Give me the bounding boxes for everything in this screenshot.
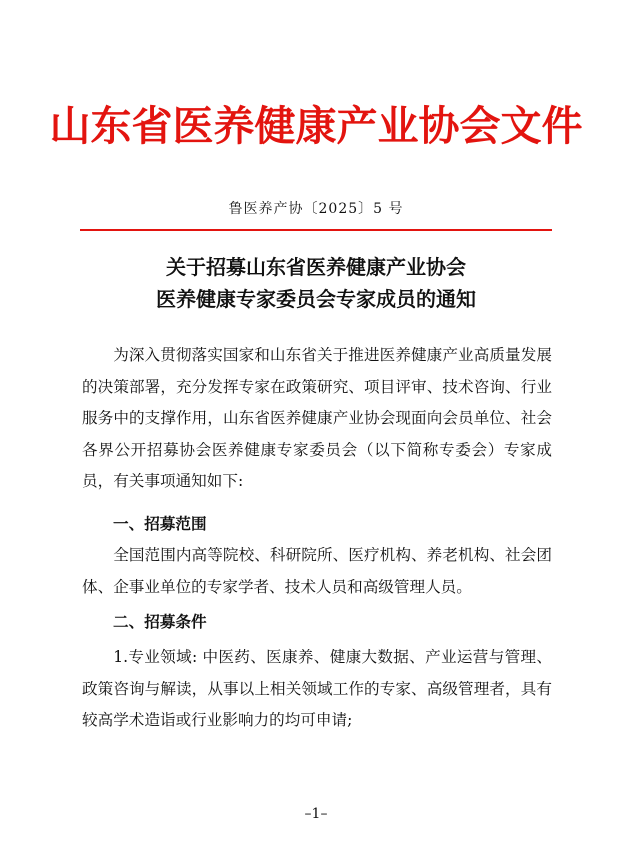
header-divider [80,229,552,231]
notice-title-line-2: 医养健康专家委员会专家成员的通知 [156,287,476,311]
intro-paragraph: 为深入贯彻落实国家和山东省关于推进医养健康产业高质量发展的决策部署，充分发挥专家在政策研究、项目评审、技术咨询、行业服务中的支撑作用，山东省医养健康产业协会现面向会员单位、社会各界公开招募协会医养健康专家委员会（以下简称专委会）专家成员，有关事项通知如下: [82,346,552,490]
notice-title-line-1: 关于招募山东省医养健康产业协会 [166,255,466,279]
section-1-heading: 一、招募范围 [113,515,207,533]
section-2-item-1: 1.专业领域: 中医药、医康养、健康大数据、产业运营与管理、政策咨询与解读，从事以上相关领域工作的专家、高级管理者，具有较高学术造诣或行业影响力的均可申请; [82,648,552,729]
section-2-heading: 二、招募条件 [113,613,207,631]
section-1-paragraph: 全国范围内高等院校、科研院所、医疗机构、养老机构、社会团体、企事业单位的专家学者、技术人员和高级管理人员。 [82,546,552,596]
page-number: –1– [304,806,328,822]
document-header-title: 山东省医养健康产业协会文件 [49,102,583,150]
document-number: 鲁医养产协〔2025〕5 号 [228,201,404,217]
